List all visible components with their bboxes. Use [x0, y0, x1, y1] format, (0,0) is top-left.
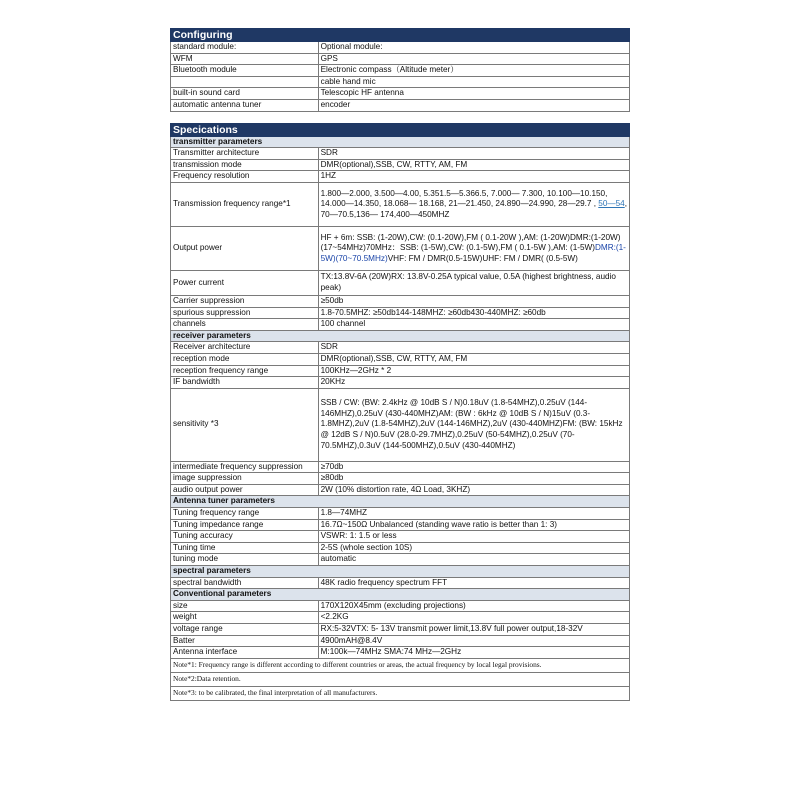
- conventional-heading: Conventional parameters: [171, 589, 630, 601]
- table-row: [171, 353, 630, 365]
- config-right: Optional module:: [318, 42, 629, 54]
- spec-value: 100KHz—2GHz * 2: [318, 365, 629, 377]
- configuring-title: Configuring: [171, 29, 630, 42]
- table-row: [171, 365, 630, 377]
- spec-label: Receiver architecture: [171, 342, 319, 354]
- table-row: [171, 76, 630, 88]
- note-row: [171, 658, 630, 672]
- conventional-heading-row: [171, 589, 630, 601]
- spec-value-highlight: DMR:(1-5W)(70~70.5MHz): [320, 243, 626, 263]
- table-row: [171, 542, 630, 554]
- spec-label: spurious suppression: [171, 307, 319, 319]
- spec-label: reception mode: [171, 353, 319, 365]
- table-row: [171, 88, 630, 100]
- table-row: [171, 484, 630, 496]
- spec-value: 2W (10% distortion rate, 4Ω Load, 3KHZ): [318, 484, 629, 496]
- spec-label: sensitivity *3: [171, 388, 319, 461]
- footnote: Note*2:Data retention.: [171, 672, 630, 686]
- table-row: [171, 388, 630, 461]
- config-right: GPS: [318, 53, 629, 65]
- config-right: Telescopic HF antenna: [318, 88, 629, 100]
- spec-label: reception frequency range: [171, 365, 319, 377]
- spec-value: DMR(optional),SSB, CW, RTTY, AM, FM: [318, 159, 629, 171]
- spec-value: 4900mAH@8.4V: [318, 635, 629, 647]
- config-left: Bluetooth module: [171, 65, 319, 77]
- spec-label: Transmission frequency range*1: [171, 182, 319, 226]
- table-row: [171, 53, 630, 65]
- spec-label: Tuning frequency range: [171, 508, 319, 520]
- spec-label: Power current: [171, 270, 319, 295]
- spec-value-text: 1.800—2.000, 3.500—4.00, 5.351.5—5.366.5, 7.000— 7.300, 10.100—10.150, 14.000—14.350, 18.068— 18.168, 21—21.450, 24.890—24.990, 28—29.7 ,: [320, 188, 608, 209]
- spec-value: 1HZ: [318, 171, 629, 183]
- spec-label: Tuning impedance range: [171, 519, 319, 531]
- table-row: [171, 508, 630, 520]
- note-row: [171, 672, 630, 686]
- table-row: [171, 307, 630, 319]
- table-row: [171, 270, 630, 295]
- spec-value: [318, 226, 629, 270]
- spec-value: TX:13.8V-6A (20W)RX: 13.8V-0.25A typical value, 0.5A (highest brightness, audio peak): [318, 270, 629, 295]
- spec-table: [170, 28, 630, 701]
- spec-value: ≥50db: [318, 295, 629, 307]
- table-row: [171, 171, 630, 183]
- table-row: [171, 65, 630, 77]
- table-row: [171, 295, 630, 307]
- table-row: [171, 600, 630, 612]
- config-left: automatic antenna tuner: [171, 99, 319, 111]
- spec-label: Antenna interface: [171, 647, 319, 659]
- table-row: [171, 99, 630, 111]
- spec-value: 2-5S (whole section 10S): [318, 542, 629, 554]
- table-row: [171, 624, 630, 636]
- spec-label: tuning mode: [171, 554, 319, 566]
- spec-label: Carrier suppression: [171, 295, 319, 307]
- spec-label: Output power: [171, 226, 319, 270]
- spec-label: Transmitter architecture: [171, 148, 319, 160]
- spec-value: SDR: [318, 148, 629, 160]
- section-spacer: [171, 111, 630, 123]
- spec-label: size: [171, 600, 319, 612]
- config-right: cable hand mic: [318, 76, 629, 88]
- spec-label: voltage range: [171, 624, 319, 636]
- table-row: [171, 461, 630, 473]
- spectral-heading-row: [171, 566, 630, 578]
- table-row: [171, 612, 630, 624]
- spec-value: SSB / CW: (BW: 2.4kHz @ 10dB S / N)0.18uV (1.8-54MHZ),0.25uV (144-146MHZ),0.25uV (430-440MHZ)AM: (BW : 6kHz @ 10dB S / N)15uV (0.3-1.8MHZ),2uV (1.8-54MHZ),2uV (144-146MHZ),2uV (430-440MHZ)FM: (BW: 15kHz @ 12dB S / N)0.5uV (28.0-29.7MHZ),0.25uV (50-54MHZ),0.25uV (70-70.5MHZ),0.3uV (144-500MHZ),0.5uV (430-440MHZ): [318, 388, 629, 461]
- config-left: standard module:: [171, 42, 319, 54]
- spec-value: 1.8-70.5MHZ: ≥50db144-148MHZ: ≥60db430-440MHZ: ≥60db: [318, 307, 629, 319]
- spec-label: spectral bandwidth: [171, 577, 319, 589]
- footnote: Note*1: Frequency range is different according to different countries or areas, the actual frequency by local legal provisions.: [171, 658, 630, 672]
- spec-label: Tuning accuracy: [171, 531, 319, 543]
- spectral-heading: spectral parameters: [171, 566, 630, 578]
- table-row: [171, 647, 630, 659]
- spec-value: 16.7Ω~150Ω Unbalanced (standing wave ratio is better than 1: 3): [318, 519, 629, 531]
- spec-label: image suppression: [171, 473, 319, 485]
- spec-value: 1.8—74MHZ: [318, 508, 629, 520]
- spec-label: Batter: [171, 635, 319, 647]
- config-right: encoder: [318, 99, 629, 111]
- config-right: Electronic compass（Altitude meter）: [318, 65, 629, 77]
- table-row: [171, 159, 630, 171]
- table-row: [171, 148, 630, 160]
- table-row: [171, 577, 630, 589]
- spec-value: 48K radio frequency spectrum FFT: [318, 577, 629, 589]
- specifications-header: [171, 123, 630, 136]
- footnote: Note*3: to be calibrated, the final interpretation of all manufacturers.: [171, 686, 630, 700]
- spec-value: DMR(optional),SSB, CW, RTTY, AM, FM: [318, 353, 629, 365]
- spec-label: audio output power: [171, 484, 319, 496]
- spec-value: RX:5-32VTX: 5- 13V transmit power limit,13.8V full power output,18-32V: [318, 624, 629, 636]
- spec-label: weight: [171, 612, 319, 624]
- tuner-heading: Antenna tuner parameters: [171, 496, 630, 508]
- spec-label: Tuning time: [171, 542, 319, 554]
- transmitter-heading: transmitter parameters: [171, 136, 630, 148]
- config-left: WFM: [171, 53, 319, 65]
- spec-value: ≥80db: [318, 473, 629, 485]
- spec-sheet: [170, 28, 630, 701]
- table-row: [171, 473, 630, 485]
- spec-value: VSWR: 1: 1.5 or less: [318, 531, 629, 543]
- transmitter-heading-row: [171, 136, 630, 148]
- spec-value: 20KHz: [318, 377, 629, 389]
- spec-label: transmission mode: [171, 159, 319, 171]
- spec-value: [318, 182, 629, 226]
- spec-label: Frequency resolution: [171, 171, 319, 183]
- configuring-header: [171, 29, 630, 42]
- spec-value: SDR: [318, 342, 629, 354]
- receiver-heading: receiver parameters: [171, 330, 630, 342]
- spec-value: M:100k—74MHz SMA:74 MHz—2GHz: [318, 647, 629, 659]
- spec-value-text: VHF: FM / DMR(0.5-15W)UHF: FM / DMR( (0.5-5W): [387, 253, 578, 263]
- spec-value: automatic: [318, 554, 629, 566]
- table-row: [171, 342, 630, 354]
- table-row: [171, 226, 630, 270]
- spec-value-text: HF + 6m: SSB: (1-20W),CW: (0.1-20W),FM ( 0.1-20W ),AM: (1-20W)DMR:(1-20W)(17~54MHz)70MHz：SSB: (1-5W),CW: (0.1-5W),FM ( 0.1-5W ),AM: (1-5W): [320, 232, 621, 253]
- table-row: [171, 377, 630, 389]
- config-left: built-in sound card: [171, 88, 319, 100]
- config-left: [171, 76, 319, 88]
- spec-label: channels: [171, 319, 319, 331]
- specifications-title: Specications: [171, 123, 630, 136]
- table-row: [171, 182, 630, 226]
- spec-label: IF bandwidth: [171, 377, 319, 389]
- table-row: [171, 42, 630, 54]
- band-link[interactable]: 50—54: [598, 199, 625, 209]
- spec-value: 100 channel: [318, 319, 629, 331]
- spec-value: 170X120X45mm (excluding projections): [318, 600, 629, 612]
- table-row: [171, 554, 630, 566]
- table-row: [171, 531, 630, 543]
- spec-value: ≥70db: [318, 461, 629, 473]
- spec-value-text: , 70—70.5,136— 174,400—450MHZ: [320, 199, 627, 219]
- note-row: [171, 686, 630, 700]
- receiver-heading-row: [171, 330, 630, 342]
- table-row: [171, 635, 630, 647]
- spec-value: <2.2KG: [318, 612, 629, 624]
- tuner-heading-row: [171, 496, 630, 508]
- table-row: [171, 319, 630, 331]
- table-row: [171, 519, 630, 531]
- spec-label: intermediate frequency suppression: [171, 461, 319, 473]
